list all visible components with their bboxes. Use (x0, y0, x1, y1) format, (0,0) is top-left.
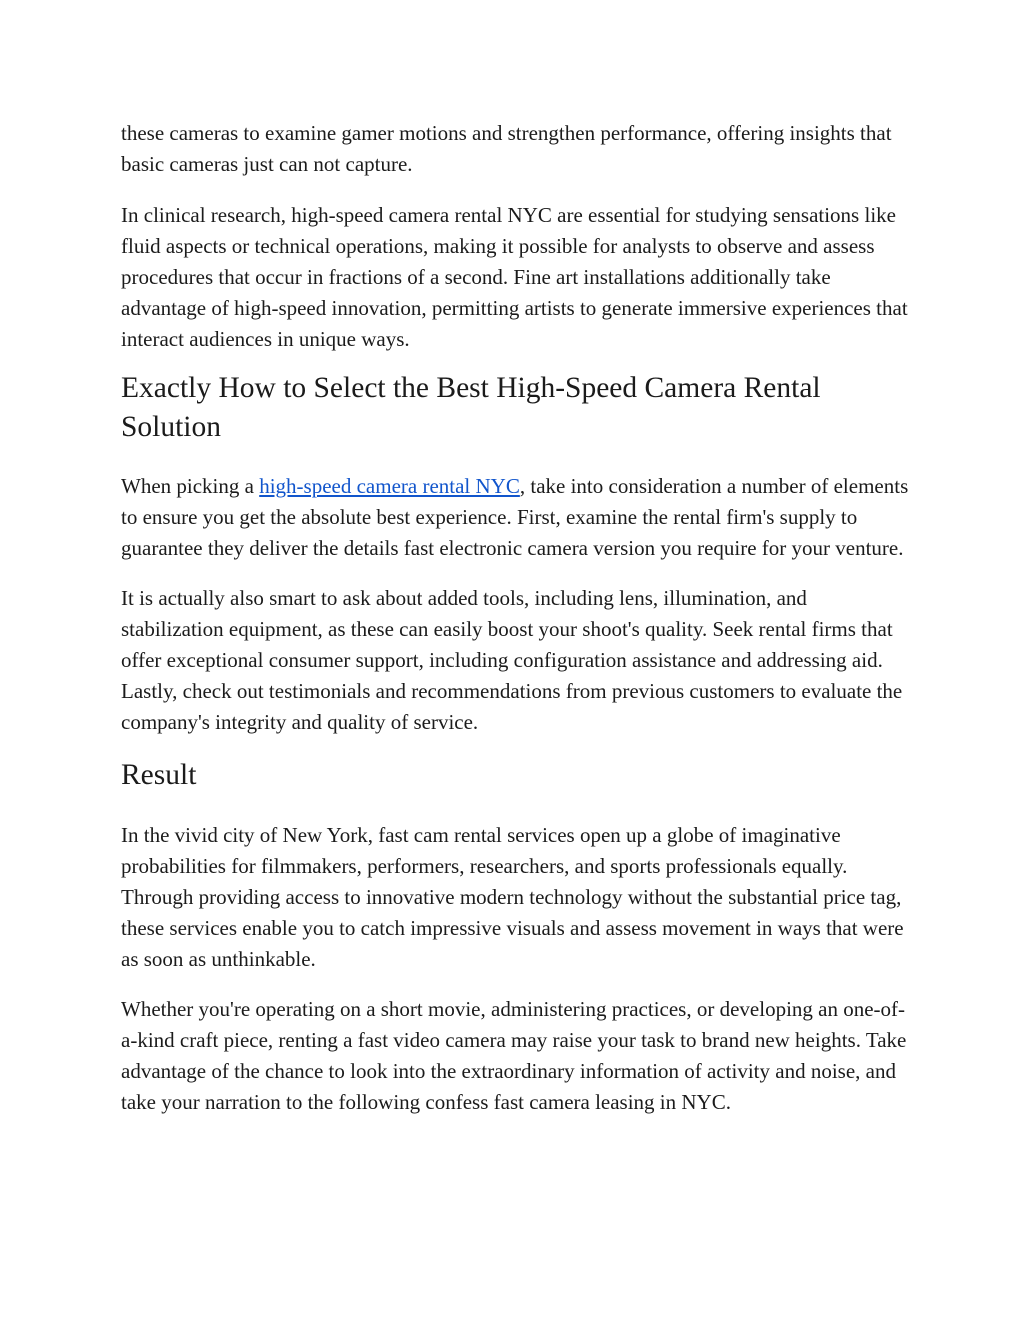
paragraph-result: In the vivid city of New York, fast cam rental services open up a globe of imaginative probabilities for filmmakers, performers, researchers, and sports professionals equally. Through providing access to innovative modern technology without the substantial price tag, these services enable you to catch impressive visuals and assess movement in ways that were as soon as unthinkable. (121, 823, 904, 971)
heading-select-rental: Exactly How to Select the Best High-Speed Camera Rental Solution (121, 372, 821, 443)
paragraph-research: In clinical research, high-speed camera rental NYC are essential for studying sensations like fluid aspects or technical operations, making it possible for analysts to observe and assess procedures that occur in fractions of a second. Fine art installations additionally take advantage of high-speed innovation, permitting artists to generate immersive experiences that interact audiences in unique ways. (121, 203, 908, 351)
paragraph-select-lead: When picking a (121, 474, 260, 498)
paragraph-select-rest: , take into consideration a number of elements to ensure you get the absolute best experience. First, examine the rental firm's supply to guarantee they deliver the details fast electronic camera version you require for your venture. (121, 474, 909, 560)
paragraph-select (121, 471, 911, 564)
paragraph-intro: these cameras to examine gamer motions and strengthen performance, offering insights that basic cameras just can not capture. (121, 121, 892, 176)
heading-result: Result (121, 759, 197, 791)
rental-link[interactable]: high-speed camera rental NYC (259, 474, 520, 498)
paragraph-closing: Whether you're operating on a short movie, administering practices, or developing an one-of-a-kind craft piece, renting a fast video camera may raise your task to brand new heights. Take advantage of the chance to look into the extraordinary information of activity and noise, and take your narration to the following confess fast camera leasing in NYC. (121, 997, 907, 1114)
document-page (121, 118, 911, 1118)
paragraph-tools: It is actually also smart to ask about added tools, including lens, illumination, and stabilization equipment, as these can easily boost your shoot's quality. Seek rental firms that offer exceptional consumer support, including configuration assistance and addressing aid. Lastly, check out testimonials and recommendations from previous customers to evaluate the company's integrity and quality of service. (121, 586, 903, 734)
